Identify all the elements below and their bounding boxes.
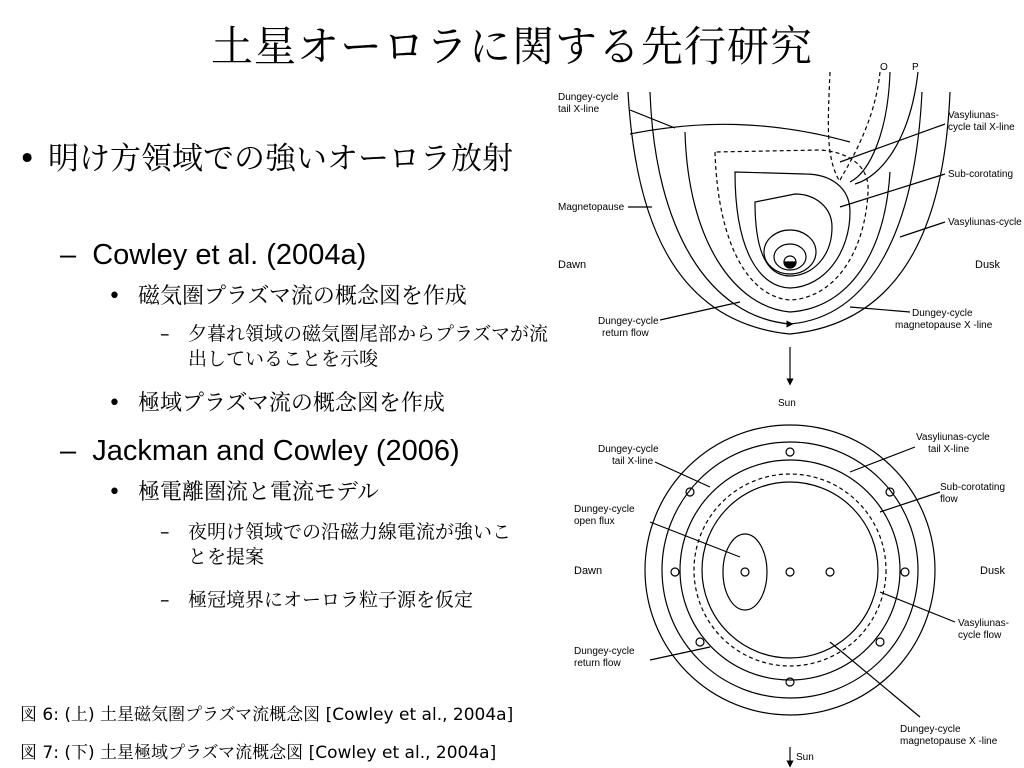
- detail-polar-cap-text: 極冠境界にオーロラ粒子源を仮定: [188, 589, 474, 611]
- label-vas-flow-1: Vasyliunas-: [958, 618, 1009, 629]
- ring-5: [702, 482, 878, 658]
- label-p: P: [912, 62, 919, 73]
- label-dusk: Dusk: [975, 259, 1001, 271]
- bullet-symbol: •: [108, 284, 121, 309]
- item-magnetosphere-flow-text: 磁気圏プラズマ流の概念図を作成: [137, 284, 467, 309]
- item-magnetosphere-flow: [108, 282, 467, 312]
- fac-marker: [786, 448, 794, 456]
- label-dungey-tail-1: Dungey-cycle: [558, 92, 619, 103]
- label-dusk: Dusk: [980, 565, 1006, 577]
- bullet-symbol: •: [108, 391, 121, 416]
- leader-subcorot: [880, 492, 940, 512]
- open-flux-loop: [723, 534, 767, 610]
- label-vas-tail-1: Vasyliunas-: [948, 110, 999, 121]
- sub-cowley-text: Cowley et al. (2004a): [92, 239, 367, 271]
- item-polar-flow-text: 極域プラズマ流の概念図を作成: [137, 391, 445, 416]
- label-o: O: [880, 62, 888, 73]
- label-dungey-return-1: Dungey-cycle: [598, 316, 659, 327]
- fac-marker: [671, 568, 679, 576]
- sub-jackman: [60, 434, 460, 468]
- leader-dungey-return: [650, 647, 710, 660]
- label-vas-tail-2: cycle tail X-line: [948, 122, 1015, 133]
- vas-dashed-1: [828, 72, 840, 182]
- label-sun-top: Sun: [778, 398, 796, 409]
- outer-circle: [645, 425, 935, 715]
- detail-dusk-outflow-text: 夕暮れ領域の磁気圏尾部からプラズマが流出していることを示唆: [188, 323, 549, 370]
- dash-symbol: –: [160, 521, 170, 543]
- label-dungey-tail-1: Dungey-cycle: [598, 444, 659, 455]
- label-dungey-return-1: Dungey-cycle: [574, 646, 635, 657]
- label-subcorot-1: Sub-corotating: [940, 482, 1006, 493]
- leader-vas-flow: [880, 592, 955, 622]
- label-open-flux-2: open flux: [574, 516, 615, 527]
- bullet-symbol: •: [108, 480, 121, 505]
- bullet-symbol: •: [18, 141, 37, 177]
- fac-marker: [786, 568, 794, 576]
- fac-marker: [826, 568, 834, 576]
- label-dungey-mp-2: magnetopause X -line: [900, 736, 998, 747]
- label-vas-cycle: Vasyliunas-cycle: [948, 217, 1022, 228]
- leader-dungey-tail: [655, 462, 710, 487]
- dash-symbol: –: [160, 589, 170, 611]
- sub-jackman-text: Jackman and Cowley (2006): [92, 435, 460, 467]
- label-dungey-return-2: return flow: [574, 658, 621, 669]
- label-sun-bottom: Sun: [796, 752, 814, 763]
- vas-line-P: [855, 72, 918, 184]
- label-dungey-tail-2: tail X-line: [558, 104, 600, 115]
- dash-symbol: –: [160, 323, 170, 345]
- vas-dashed-2: [840, 72, 880, 180]
- leader-vas-tail: [850, 447, 915, 472]
- label-subcorot: Sub-corotating: [948, 169, 1014, 180]
- item-polar-flow: [108, 389, 445, 419]
- fac-marker: [876, 638, 884, 646]
- label-dungey-mp-1: Dungey-cycle: [912, 308, 973, 319]
- label-dungey-mp-1: Dungey-cycle: [900, 724, 961, 735]
- label-dawn: Dawn: [574, 565, 603, 577]
- label-vas-flow-2: cycle flow: [958, 630, 1002, 641]
- fac-marker: [696, 638, 704, 646]
- flow-line-2: [685, 132, 890, 312]
- leader-dungey-return: [660, 302, 740, 320]
- magnetosphere-flow-diagram: [550, 62, 1024, 392]
- fac-marker: [741, 568, 749, 576]
- dash-symbol: –: [60, 435, 77, 467]
- label-vas-tail-1: Vasyliunas-cycle: [916, 432, 990, 443]
- fac-marker: [901, 568, 909, 576]
- leader-vas-tail: [840, 124, 945, 162]
- label-magnetopause: Magnetopause: [558, 202, 625, 213]
- magnetopause-line: [628, 92, 950, 334]
- detail-fac-dawn-text: 夜明け領域での沿磁力線電流が強いことを提案: [188, 521, 512, 568]
- leader-dungey-mp: [830, 642, 920, 717]
- label-vas-tail-2: tail X-line: [928, 444, 970, 455]
- caption-figure-7: 図 7: (下) 土星極域プラズマ流概念図 [Cowley et al., 2004a]: [20, 743, 497, 763]
- item-current-model-text: 極電離圏流と電流モデル: [137, 480, 379, 505]
- flow-line-outer: [650, 92, 922, 324]
- label-dungey-mp-2: magnetopause X -line: [895, 320, 993, 331]
- polar-flow-diagram: [560, 392, 1024, 768]
- label-dungey-tail-2: tail X-line: [612, 456, 654, 467]
- vas-line-O: [850, 72, 890, 182]
- ring-2: [662, 442, 918, 698]
- planet-shade: [784, 262, 796, 268]
- slide-title: 土星オーロラに関する先行研究: [210, 22, 813, 71]
- dungey-tail-xline: [630, 124, 850, 142]
- label-subcorot-2: flow: [940, 494, 958, 505]
- bullet-dawn-aurora-text: 明け方領域での強いオーロラ放射: [48, 141, 513, 177]
- label-dungey-return-2: return flow: [602, 328, 649, 339]
- item-current-model: [108, 478, 379, 508]
- ring-3: [680, 460, 900, 680]
- fac-marker: [786, 678, 794, 686]
- sub-cowley: [60, 238, 366, 272]
- caption-figure-6: 図 6: (上) 土星磁気圏プラズマ流概念図 [Cowley et al., 2004a]: [20, 705, 514, 725]
- dash-symbol: –: [60, 239, 77, 271]
- label-open-flux-1: Dungey-cycle: [574, 504, 635, 515]
- label-dawn: Dawn: [558, 259, 587, 271]
